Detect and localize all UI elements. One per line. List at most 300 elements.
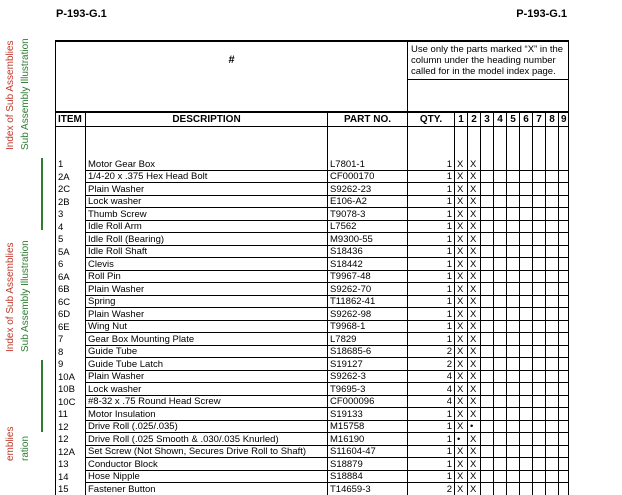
model-1-mark: X bbox=[455, 158, 468, 170]
part-quantity: 1 bbox=[408, 470, 455, 483]
model-2-mark: • bbox=[468, 420, 481, 433]
model-mark-empty bbox=[494, 358, 507, 371]
part-description: Idle Roll Shaft bbox=[86, 245, 328, 258]
model-2-mark: X bbox=[468, 183, 481, 196]
side-tab-index[interactable]: Index of Sub Assemblies bbox=[5, 40, 16, 150]
model-mark-empty bbox=[520, 270, 533, 283]
model-mark-empty bbox=[520, 258, 533, 271]
part-description: Lock washer bbox=[86, 195, 328, 208]
model-mark-empty bbox=[533, 470, 546, 483]
table-row bbox=[56, 183, 569, 196]
item-number: 10C bbox=[56, 395, 86, 408]
part-quantity: 1 bbox=[408, 308, 455, 321]
item-number: 15 bbox=[56, 483, 86, 495]
model-mark-empty bbox=[546, 458, 559, 471]
model-1-mark: X bbox=[455, 295, 468, 308]
model-mark-empty bbox=[559, 383, 569, 396]
model-mark-empty bbox=[481, 183, 494, 196]
model-mark-empty bbox=[533, 333, 546, 346]
item-number: 4 bbox=[56, 220, 86, 233]
model-mark-empty bbox=[559, 195, 569, 208]
model-mark-empty bbox=[533, 433, 546, 446]
model-mark-empty bbox=[546, 295, 559, 308]
part-quantity: 1 bbox=[408, 283, 455, 296]
table-row bbox=[56, 483, 569, 495]
green-rule bbox=[41, 360, 43, 432]
model-1-mark: X bbox=[455, 270, 468, 283]
part-description: Plain Washer bbox=[86, 308, 328, 321]
part-quantity: 2 bbox=[408, 358, 455, 371]
part-number: L7562 bbox=[328, 220, 408, 233]
model-mark-empty bbox=[507, 420, 520, 433]
model-mark-empty bbox=[520, 483, 533, 495]
model-mark-empty bbox=[559, 408, 569, 421]
model-mark-empty bbox=[520, 395, 533, 408]
model-mark-empty bbox=[507, 195, 520, 208]
table-row bbox=[56, 220, 569, 233]
part-description: Hose Nipple bbox=[86, 470, 328, 483]
model-mark-empty bbox=[546, 358, 559, 371]
model-1-mark: X bbox=[455, 408, 468, 421]
part-description: Guide Tube bbox=[86, 345, 328, 358]
model-2-mark: X bbox=[468, 220, 481, 233]
model-2-mark: X bbox=[468, 158, 481, 170]
side-tab-index[interactable]: Index of Sub Assemblies bbox=[5, 242, 16, 352]
part-quantity: 4 bbox=[408, 395, 455, 408]
model-mark-empty bbox=[481, 245, 494, 258]
model-2-mark: X bbox=[468, 383, 481, 396]
model-mark-empty bbox=[481, 270, 494, 283]
model-mark-empty bbox=[533, 258, 546, 271]
side-tab-illustration[interactable]: Sub Assembly Illustration bbox=[20, 240, 31, 352]
model-2-mark: X bbox=[468, 208, 481, 221]
model-2-mark: X bbox=[468, 170, 481, 183]
model-mark-empty bbox=[507, 458, 520, 471]
model-mark-empty bbox=[507, 295, 520, 308]
model-mark-empty bbox=[559, 208, 569, 221]
model-mark-empty bbox=[481, 333, 494, 346]
model-mark-empty bbox=[507, 370, 520, 383]
column-header-model: 4 bbox=[494, 112, 507, 127]
model-mark-empty bbox=[559, 158, 569, 170]
part-description: Idle Roll Arm bbox=[86, 220, 328, 233]
model-mark-empty bbox=[533, 383, 546, 396]
model-mark-empty bbox=[481, 345, 494, 358]
model-mark-empty bbox=[507, 408, 520, 421]
part-description: Clevis bbox=[86, 258, 328, 271]
model-2-mark: X bbox=[468, 308, 481, 321]
model-mark-empty bbox=[494, 245, 507, 258]
model-2-mark: X bbox=[468, 408, 481, 421]
part-quantity: 1 bbox=[408, 170, 455, 183]
model-mark-empty bbox=[494, 470, 507, 483]
model-mark-empty bbox=[520, 458, 533, 471]
model-mark-empty bbox=[533, 283, 546, 296]
model-hash-label: # bbox=[56, 41, 408, 80]
model-mark-empty bbox=[494, 183, 507, 196]
model-mark-empty bbox=[546, 483, 559, 495]
model-mark-empty bbox=[559, 483, 569, 495]
column-header-model: 1 bbox=[455, 112, 468, 127]
side-tab-index[interactable]: emblies bbox=[5, 426, 16, 461]
model-mark-empty bbox=[507, 170, 520, 183]
model-mark-empty bbox=[546, 395, 559, 408]
model-1-mark: X bbox=[455, 370, 468, 383]
green-rule bbox=[41, 158, 43, 230]
model-mark-empty bbox=[559, 370, 569, 383]
part-number: S18884 bbox=[328, 470, 408, 483]
part-description: Gear Box Mounting Plate bbox=[86, 333, 328, 346]
model-mark-empty bbox=[520, 420, 533, 433]
model-mark-empty bbox=[494, 295, 507, 308]
model-mark-empty bbox=[494, 220, 507, 233]
table-row bbox=[56, 333, 569, 346]
model-1-mark: X bbox=[455, 358, 468, 371]
part-quantity: 1 bbox=[408, 258, 455, 271]
part-description: Plain Washer bbox=[86, 370, 328, 383]
model-1-mark: X bbox=[455, 320, 468, 333]
part-number: E106-A2 bbox=[328, 195, 408, 208]
model-mark-empty bbox=[507, 233, 520, 246]
model-mark-empty bbox=[533, 195, 546, 208]
page-number-right: P-193-G.1 bbox=[516, 8, 567, 20]
model-mark-empty bbox=[559, 358, 569, 371]
model-mark-empty bbox=[546, 308, 559, 321]
part-quantity: 2 bbox=[408, 483, 455, 495]
part-number: S18685-6 bbox=[328, 345, 408, 358]
model-mark-empty bbox=[546, 333, 559, 346]
item-number: 11 bbox=[56, 408, 86, 421]
model-1-mark: X bbox=[455, 258, 468, 271]
model-1-mark: X bbox=[455, 308, 468, 321]
table-row bbox=[56, 445, 569, 458]
model-1-mark: X bbox=[455, 170, 468, 183]
column-header-model: 2 bbox=[468, 112, 481, 127]
model-mark-empty bbox=[520, 383, 533, 396]
model-mark-empty bbox=[533, 483, 546, 495]
side-tab-illustration[interactable]: ration bbox=[20, 435, 31, 461]
model-mark-empty bbox=[546, 383, 559, 396]
part-quantity: 1 bbox=[408, 458, 455, 471]
page-number-left: P-193-G.1 bbox=[56, 8, 107, 20]
model-mark-empty bbox=[546, 170, 559, 183]
side-tab-illustration[interactable]: Sub Assembly Illustration bbox=[20, 38, 31, 150]
model-2-mark: X bbox=[468, 483, 481, 495]
model-mark-empty bbox=[520, 470, 533, 483]
part-description: Motor Insulation bbox=[86, 408, 328, 421]
model-mark-empty bbox=[481, 445, 494, 458]
model-mark-empty bbox=[546, 158, 559, 170]
model-1-mark: X bbox=[455, 458, 468, 471]
part-number: T9968-1 bbox=[328, 320, 408, 333]
part-quantity: 1 bbox=[408, 208, 455, 221]
part-quantity: 1 bbox=[408, 445, 455, 458]
model-1-mark: X bbox=[455, 183, 468, 196]
model-mark-empty bbox=[546, 370, 559, 383]
model-mark-empty bbox=[559, 283, 569, 296]
model-mark-empty bbox=[559, 295, 569, 308]
model-mark-empty bbox=[481, 408, 494, 421]
model-1-mark: X bbox=[455, 233, 468, 246]
model-mark-empty bbox=[559, 433, 569, 446]
item-number: 5 bbox=[56, 233, 86, 246]
model-mark-empty bbox=[520, 370, 533, 383]
model-mark-empty bbox=[559, 320, 569, 333]
model-mark-empty bbox=[533, 270, 546, 283]
model-mark-empty bbox=[507, 158, 520, 170]
part-number: S18442 bbox=[328, 258, 408, 271]
table-row bbox=[56, 295, 569, 308]
model-mark-empty bbox=[559, 445, 569, 458]
model-mark-empty bbox=[520, 245, 533, 258]
part-quantity: 1 bbox=[408, 158, 455, 170]
part-quantity: 1 bbox=[408, 245, 455, 258]
item-number: 2C bbox=[56, 183, 86, 196]
model-mark-empty bbox=[481, 295, 494, 308]
column-header-model: 6 bbox=[520, 112, 533, 127]
model-mark-empty bbox=[533, 358, 546, 371]
model-mark-empty bbox=[559, 458, 569, 471]
model-mark-empty bbox=[520, 358, 533, 371]
model-mark-empty bbox=[507, 358, 520, 371]
part-description: Plain Washer bbox=[86, 283, 328, 296]
model-mark-empty bbox=[507, 470, 520, 483]
model-mark-empty bbox=[546, 270, 559, 283]
model-mark-empty bbox=[507, 395, 520, 408]
part-quantity: 1 bbox=[408, 270, 455, 283]
model-mark-empty bbox=[533, 170, 546, 183]
model-mark-empty bbox=[481, 158, 494, 170]
model-mark-empty bbox=[507, 308, 520, 321]
model-mark-empty bbox=[494, 395, 507, 408]
model-mark-empty bbox=[494, 270, 507, 283]
model-mark-empty bbox=[520, 408, 533, 421]
item-number: 12 bbox=[56, 433, 86, 446]
model-mark-empty bbox=[520, 195, 533, 208]
model-mark-empty bbox=[481, 395, 494, 408]
model-mark-empty bbox=[494, 370, 507, 383]
item-number: 12 bbox=[56, 420, 86, 433]
table-row bbox=[56, 395, 569, 408]
model-mark-empty bbox=[546, 245, 559, 258]
item-number: 9 bbox=[56, 358, 86, 371]
part-number: T9967-48 bbox=[328, 270, 408, 283]
part-quantity: 1 bbox=[408, 233, 455, 246]
model-mark-empty bbox=[546, 445, 559, 458]
model-mark-empty bbox=[494, 458, 507, 471]
model-mark-empty bbox=[494, 483, 507, 495]
part-number: S19127 bbox=[328, 358, 408, 371]
model-2-mark: X bbox=[468, 270, 481, 283]
model-mark-empty bbox=[546, 470, 559, 483]
model-mark-empty bbox=[507, 245, 520, 258]
model-mark-empty bbox=[481, 195, 494, 208]
model-mark-empty bbox=[546, 195, 559, 208]
model-1-mark: X bbox=[455, 245, 468, 258]
model-mark-empty bbox=[533, 183, 546, 196]
part-quantity: 1 bbox=[408, 220, 455, 233]
model-mark-empty bbox=[533, 295, 546, 308]
model-mark-empty bbox=[546, 220, 559, 233]
model-mark-empty bbox=[481, 383, 494, 396]
model-mark-empty bbox=[520, 208, 533, 221]
model-mark-empty bbox=[481, 308, 494, 321]
model-mark-empty bbox=[481, 420, 494, 433]
model-mark-empty bbox=[507, 333, 520, 346]
model-mark-empty bbox=[520, 345, 533, 358]
model-1-mark: X bbox=[455, 220, 468, 233]
model-mark-empty bbox=[559, 308, 569, 321]
model-mark-empty bbox=[559, 245, 569, 258]
model-mark-empty bbox=[494, 320, 507, 333]
model-mark-empty bbox=[507, 258, 520, 271]
part-description: Fastener Button bbox=[86, 483, 328, 495]
item-number: 14 bbox=[56, 470, 86, 483]
model-mark-empty bbox=[481, 458, 494, 471]
column-header-model: 8 bbox=[546, 112, 559, 127]
model-mark-empty bbox=[533, 445, 546, 458]
table-row bbox=[56, 195, 569, 208]
part-description: Guide Tube Latch bbox=[86, 358, 328, 371]
table-row bbox=[56, 208, 569, 221]
model-mark-empty bbox=[507, 270, 520, 283]
model-2-mark: X bbox=[468, 470, 481, 483]
part-quantity: 1 bbox=[408, 295, 455, 308]
part-number: CF000096 bbox=[328, 395, 408, 408]
model-mark-empty bbox=[494, 345, 507, 358]
item-number: 2A bbox=[56, 170, 86, 183]
model-mark-empty bbox=[481, 220, 494, 233]
item-number: 6B bbox=[56, 283, 86, 296]
item-number: 10B bbox=[56, 383, 86, 396]
model-mark-empty bbox=[507, 283, 520, 296]
part-description: Spring bbox=[86, 295, 328, 308]
table-row bbox=[56, 470, 569, 483]
model-mark-empty bbox=[520, 233, 533, 246]
column-header-model: 3 bbox=[481, 112, 494, 127]
part-description: Idle Roll (Bearing) bbox=[86, 233, 328, 246]
part-number: S9262-70 bbox=[328, 283, 408, 296]
model-mark-empty bbox=[559, 183, 569, 196]
part-number: S11604-47 bbox=[328, 445, 408, 458]
item-number: 6E bbox=[56, 320, 86, 333]
model-1-mark: X bbox=[455, 420, 468, 433]
table-row bbox=[56, 458, 569, 471]
item-number: 8 bbox=[56, 345, 86, 358]
model-mark-empty bbox=[494, 408, 507, 421]
part-description: Roll Pin bbox=[86, 270, 328, 283]
model-mark-empty bbox=[546, 208, 559, 221]
model-mark-empty bbox=[546, 345, 559, 358]
model-mark-empty bbox=[533, 245, 546, 258]
part-number: M9300-55 bbox=[328, 233, 408, 246]
model-1-mark: X bbox=[455, 333, 468, 346]
model-mark-empty bbox=[533, 220, 546, 233]
model-2-mark: X bbox=[468, 433, 481, 446]
item-number: 6D bbox=[56, 308, 86, 321]
model-2-mark: X bbox=[468, 283, 481, 296]
model-mark-empty bbox=[494, 258, 507, 271]
model-2-mark: X bbox=[468, 333, 481, 346]
model-mark-empty bbox=[559, 395, 569, 408]
column-header-item: ITEM bbox=[56, 112, 86, 127]
model-1-mark: • bbox=[455, 433, 468, 446]
model-mark-empty bbox=[546, 258, 559, 271]
part-number: S9262-23 bbox=[328, 183, 408, 196]
model-mark-empty bbox=[494, 170, 507, 183]
model-mark-empty bbox=[481, 433, 494, 446]
part-number: CF000170 bbox=[328, 170, 408, 183]
model-mark-empty bbox=[533, 420, 546, 433]
model-mark-empty bbox=[481, 170, 494, 183]
model-mark-empty bbox=[507, 383, 520, 396]
model-mark-empty bbox=[494, 158, 507, 170]
part-quantity: 1 bbox=[408, 420, 455, 433]
model-2-mark: X bbox=[468, 245, 481, 258]
column-header-qty: QTY. bbox=[408, 112, 455, 127]
part-number: M16190 bbox=[328, 433, 408, 446]
part-number: T9078-3 bbox=[328, 208, 408, 221]
model-2-mark: X bbox=[468, 320, 481, 333]
model-mark-empty bbox=[520, 333, 533, 346]
part-number: T14659-3 bbox=[328, 483, 408, 495]
model-mark-empty bbox=[481, 470, 494, 483]
table-row bbox=[56, 170, 569, 183]
model-1-mark: X bbox=[455, 483, 468, 495]
part-quantity: 1 bbox=[408, 195, 455, 208]
model-mark-empty bbox=[533, 345, 546, 358]
model-1-mark: X bbox=[455, 345, 468, 358]
part-description: Drive Roll (.025 Smooth & .030/.035 Knurled) bbox=[86, 433, 328, 446]
item-number: 6C bbox=[56, 295, 86, 308]
part-number: S9262-3 bbox=[328, 370, 408, 383]
table-row bbox=[56, 420, 569, 433]
item-number: 6 bbox=[56, 258, 86, 271]
model-mark-empty bbox=[520, 295, 533, 308]
table-row bbox=[56, 383, 569, 396]
part-description: Lock washer bbox=[86, 383, 328, 396]
model-mark-empty bbox=[533, 458, 546, 471]
model-mark-empty bbox=[533, 408, 546, 421]
table-row bbox=[56, 283, 569, 296]
model-mark-empty bbox=[481, 370, 494, 383]
model-mark-empty bbox=[507, 483, 520, 495]
part-number: S9262-98 bbox=[328, 308, 408, 321]
part-quantity: 2 bbox=[408, 345, 455, 358]
item-number: 6A bbox=[56, 270, 86, 283]
item-number: 1 bbox=[56, 158, 86, 170]
model-mark-empty bbox=[533, 233, 546, 246]
model-mark-empty bbox=[520, 320, 533, 333]
model-1-mark: X bbox=[455, 383, 468, 396]
model-mark-empty bbox=[546, 233, 559, 246]
table-row bbox=[56, 258, 569, 271]
model-2-mark: X bbox=[468, 258, 481, 271]
column-header-description: DESCRIPTION bbox=[86, 112, 328, 127]
item-number: 3 bbox=[56, 208, 86, 221]
model-mark-empty bbox=[559, 420, 569, 433]
parts-table bbox=[55, 40, 569, 495]
model-mark-empty bbox=[507, 320, 520, 333]
model-mark-empty bbox=[494, 195, 507, 208]
model-1-mark: X bbox=[455, 395, 468, 408]
item-number: 7 bbox=[56, 333, 86, 346]
table-row bbox=[56, 433, 569, 446]
model-1-mark: X bbox=[455, 283, 468, 296]
table-row bbox=[56, 308, 569, 321]
model-mark-empty bbox=[546, 183, 559, 196]
part-description: #8-32 x .75 Round Head Screw bbox=[86, 395, 328, 408]
